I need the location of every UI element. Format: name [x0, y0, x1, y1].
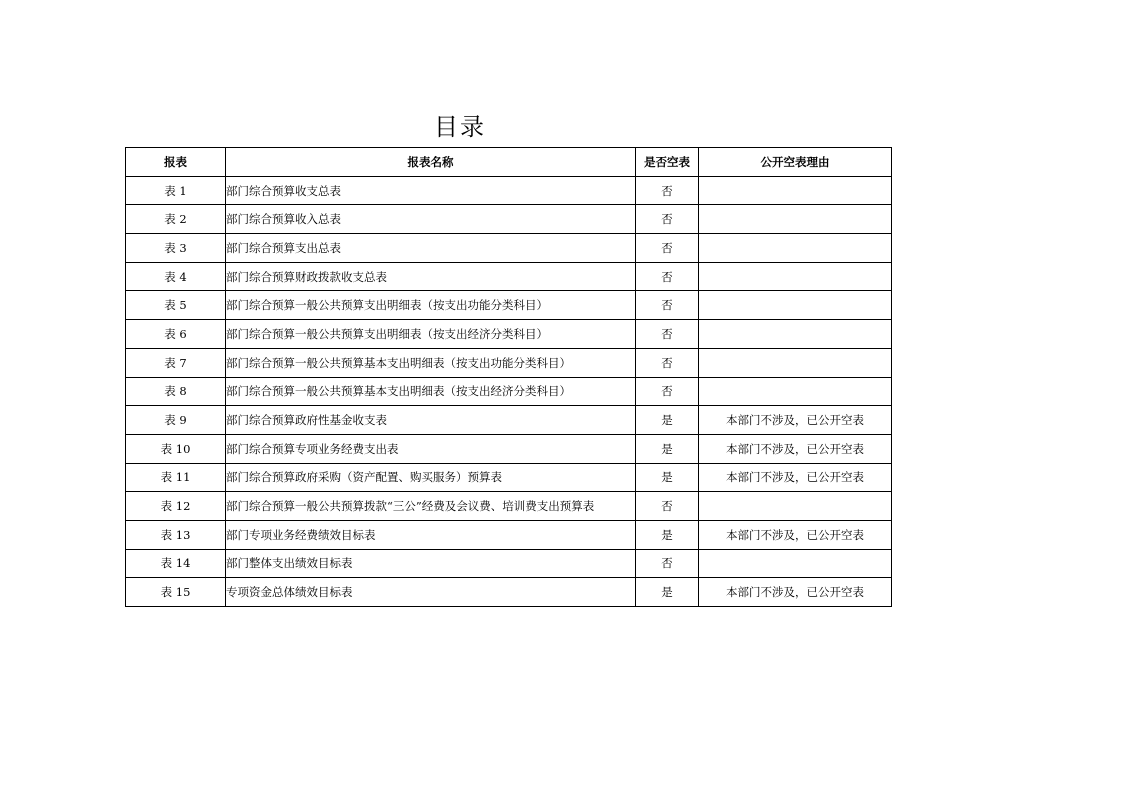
table-row — [126, 406, 892, 435]
report-name-cell: 部门综合预算收支总表 — [226, 176, 636, 205]
report-name-cell: 部门综合预算收入总表 — [226, 205, 636, 234]
table-row — [126, 520, 892, 549]
report-name-cell: 部门综合预算一般公共预算支出明细表（按支出功能分类科目） — [226, 291, 636, 320]
report-name-cell: 部门综合预算财政拨款收支总表 — [226, 262, 636, 291]
report-name-cell: 部门综合预算支出总表 — [226, 234, 636, 263]
report-no-cell: 表 11 — [126, 463, 226, 492]
is-empty-cell: 否 — [636, 176, 699, 205]
report-no-cell: 表 2 — [126, 205, 226, 234]
report-no-cell: 表 1 — [126, 176, 226, 205]
table-row — [126, 463, 892, 492]
report-no-cell: 表 4 — [126, 262, 226, 291]
empty-reason-cell — [699, 377, 892, 406]
table-row — [126, 434, 892, 463]
table-row — [126, 578, 892, 607]
is-empty-cell: 否 — [636, 549, 699, 578]
empty-reason-cell: 本部门不涉及，已公开空表 — [699, 578, 892, 607]
report-no-cell: 表 13 — [126, 520, 226, 549]
report-no-cell: 表 8 — [126, 377, 226, 406]
is-empty-cell: 否 — [636, 348, 699, 377]
report-name-cell: 部门综合预算一般公共预算支出明细表（按支出经济分类科目） — [226, 320, 636, 349]
report-no-cell: 表 3 — [126, 234, 226, 263]
report-name-cell: 部门综合预算一般公共预算基本支出明细表（按支出功能分类科目） — [226, 348, 636, 377]
is-empty-cell: 是 — [636, 463, 699, 492]
is-empty-cell: 是 — [636, 406, 699, 435]
report-no-cell: 表 10 — [126, 434, 226, 463]
table-row — [126, 549, 892, 578]
report-no-cell: 表 14 — [126, 549, 226, 578]
empty-reason-cell — [699, 549, 892, 578]
header-report-no: 报表 — [126, 148, 226, 177]
header-report-name: 报表名称 — [226, 148, 636, 177]
is-empty-cell: 否 — [636, 377, 699, 406]
empty-reason-cell: 本部门不涉及，已公开空表 — [699, 406, 892, 435]
report-name-cell: 专项资金总体绩效目标表 — [226, 578, 636, 607]
is-empty-cell: 否 — [636, 262, 699, 291]
report-index-table — [125, 147, 892, 607]
empty-reason-cell — [699, 176, 892, 205]
empty-reason-cell: 本部门不涉及，已公开空表 — [699, 520, 892, 549]
page-title: 目录 — [434, 113, 486, 141]
report-no-cell: 表 5 — [126, 291, 226, 320]
is-empty-cell: 否 — [636, 205, 699, 234]
is-empty-cell: 否 — [636, 320, 699, 349]
report-name-cell: 部门综合预算一般公共预算拨款“三公”经费及会议费、培训费支出预算表 — [226, 492, 636, 521]
table-row — [126, 205, 892, 234]
report-name-cell: 部门综合预算政府性基金收支表 — [226, 406, 636, 435]
header-is-empty: 是否空表 — [636, 148, 699, 177]
is-empty-cell: 是 — [636, 520, 699, 549]
empty-reason-cell — [699, 205, 892, 234]
report-name-cell: 部门整体支出绩效目标表 — [226, 549, 636, 578]
report-name-cell: 部门专项业务经费绩效目标表 — [226, 520, 636, 549]
empty-reason-cell: 本部门不涉及，已公开空表 — [699, 463, 892, 492]
is-empty-cell: 是 — [636, 578, 699, 607]
report-no-cell: 表 12 — [126, 492, 226, 521]
is-empty-cell: 否 — [636, 234, 699, 263]
empty-reason-cell — [699, 492, 892, 521]
report-name-cell: 部门综合预算专项业务经费支出表 — [226, 434, 636, 463]
report-no-cell: 表 7 — [126, 348, 226, 377]
table-row — [126, 262, 892, 291]
report-no-cell: 表 15 — [126, 578, 226, 607]
empty-reason-cell — [699, 262, 892, 291]
table-row — [126, 492, 892, 521]
table-header-row — [126, 148, 892, 177]
table-row — [126, 320, 892, 349]
is-empty-cell: 否 — [636, 492, 699, 521]
report-name-cell: 部门综合预算一般公共预算基本支出明细表（按支出经济分类科目） — [226, 377, 636, 406]
table-row — [126, 176, 892, 205]
empty-reason-cell — [699, 234, 892, 263]
is-empty-cell: 否 — [636, 291, 699, 320]
empty-reason-cell — [699, 348, 892, 377]
empty-reason-cell — [699, 320, 892, 349]
report-no-cell: 表 6 — [126, 320, 226, 349]
empty-reason-cell — [699, 291, 892, 320]
report-no-cell: 表 9 — [126, 406, 226, 435]
report-name-cell: 部门综合预算政府采购（资产配置、购买服务）预算表 — [226, 463, 636, 492]
table-row — [126, 234, 892, 263]
table-row — [126, 377, 892, 406]
empty-reason-cell: 本部门不涉及，已公开空表 — [699, 434, 892, 463]
is-empty-cell: 是 — [636, 434, 699, 463]
header-empty-reason: 公开空表理由 — [699, 148, 892, 177]
table-row — [126, 291, 892, 320]
table-row — [126, 348, 892, 377]
